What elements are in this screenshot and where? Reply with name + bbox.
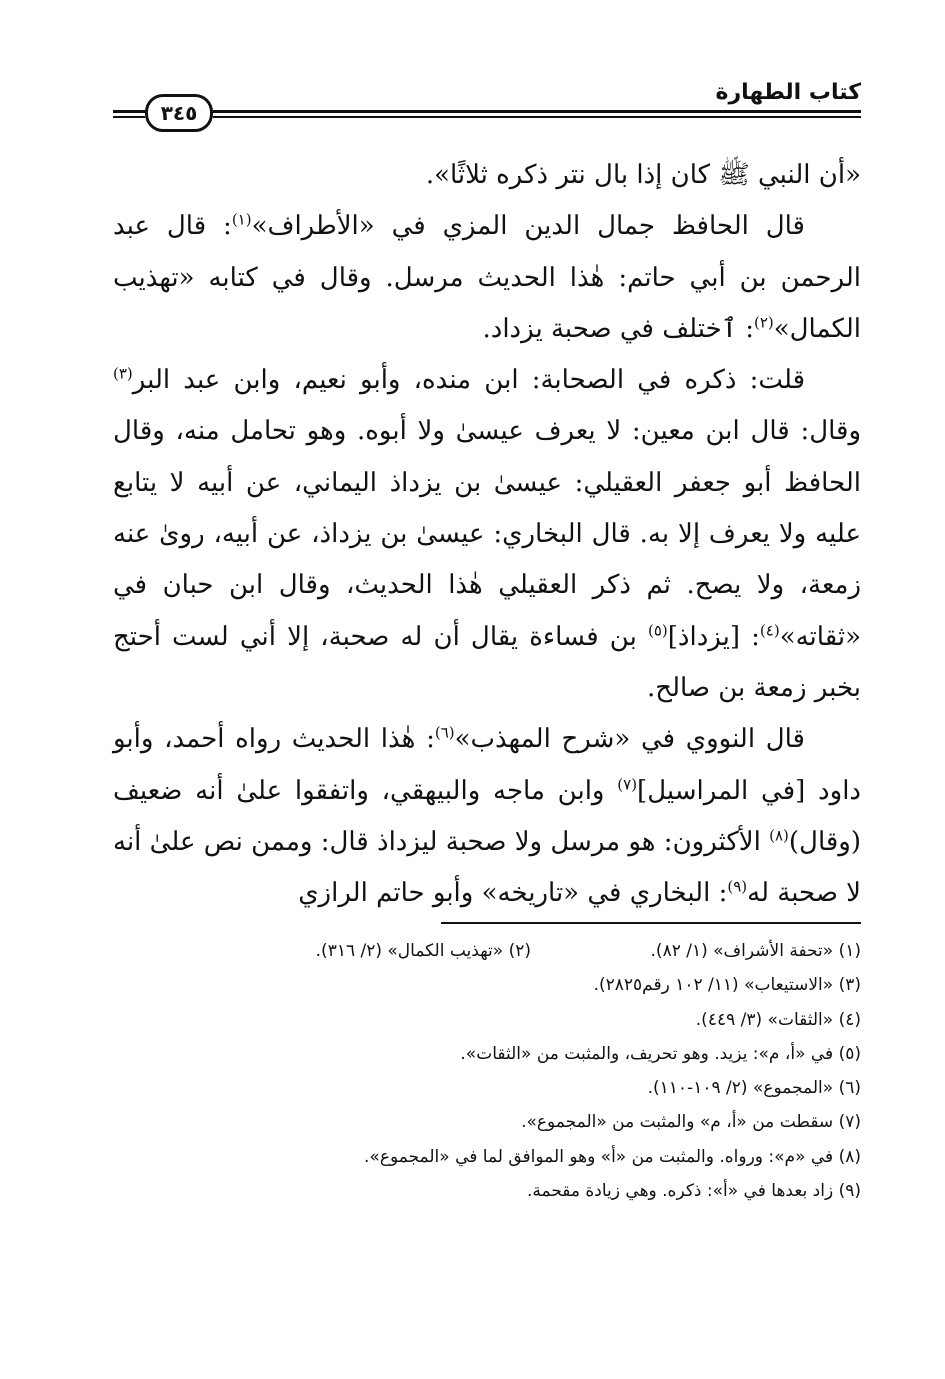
paragraph-4: قال النووي في «شرح المهذب»$^{(٦)}$: هٰذا الحديث رواه أحمد، وأبو داود [في المراسيل]$^{(٧)}$ وابن ماجه والبيهقي، واتفقوا علىٰ أنه ضعيف (وقال)$^{(٨)}$ الأكثرون: هو مرسل ولا صحبة ليزداذ قال: وممن نص علىٰ أنه لا صحبة له$^{(٩)}$: البخاري في «تاريخه» وأبو حاتم الرازي	[113, 723, 861, 909]
footnote-8: (٨) في «م»: ورواه. والمثبت من «أ» وهو الموافق لما في «المجموع».	[364, 1146, 861, 1167]
footnote-3: (٣) «الاستيعاب» (١١/ ١٠٢ رقم٢٨٢٥).	[593, 975, 861, 996]
footnote-ref-9: (٩)	[727, 877, 748, 896]
footnote-ref-7: (٧)	[617, 774, 638, 793]
footnote-ref-4: (٤)	[759, 621, 780, 640]
footnote-separator	[441, 922, 861, 924]
header-rule-left	[113, 110, 145, 113]
footnote-5: (٥) في «أ، م»: يزيد. وهو تحريف، والمثبت من «الثقات».	[460, 1043, 861, 1064]
main-text	[113, 150, 861, 919]
footnote-9: (٩) زاد بعدها في «أ»: ذكره. وهي زيادة مقحمة.	[526, 1181, 861, 1202]
footnotes	[101, 934, 861, 1208]
paragraph-3: قلت: ذكره في الصحابة: ابن منده، وأبو نعيم، وابن عبد البر$^{(٣)}$ وقال: قال ابن معين: لا يعرف عيسىٰ ولا أبوه. وهو تحامل منه، وقال الحافظ أبو جعفر العقيلي: عيسىٰ بن يزداذ اليماني، عن أبيه لا يتابع عليه ولا يعرف إلا به. قال البخاري: عيسىٰ بن يزداذ، عن أبيه، روىٰ عنه زمعة، ولا يصح. ثم ذكر العقيلي هٰذا الحديث، وقال ابن حبان في «ثقاته»$^{(٤)}$: [يزداذ]$^{(٥)}$ بن فساءة يقال أن له صحبة، إلا أني لست أحتج بخبر زمعة بن صالح.	[113, 364, 861, 703]
footnote-ref-3: (٣)	[113, 364, 133, 383]
header-rule-left-thin	[113, 116, 145, 118]
footnote-2: (٢) «تهذيب الكمال» (٢/ ٣١٦).	[315, 941, 531, 961]
page-number: ٣٤٥	[145, 94, 213, 132]
footnote-1: (١) «تحفة الأشراف» (١/ ٨٢).	[650, 941, 861, 961]
footnote-ref-6: (٦)	[434, 723, 455, 742]
header-rule-thin	[213, 116, 861, 118]
paragraph-1: «أن النبي ﷺ كان إذا بال نتر ذكره ثلاثًا».	[425, 160, 861, 190]
footnote-6: (٦) «المجموع» (٢/ ١٠٩-١١٠).	[647, 1078, 861, 1099]
header-rule	[213, 110, 861, 113]
footnote-ref-1: (١)	[231, 210, 252, 229]
footnote-7: (٧) سقطت من «أ، م» والمثبت من «المجموع».	[521, 1112, 861, 1133]
footnote-ref-8: (٨)	[769, 826, 789, 845]
chapter-title: كتاب الطهارة	[715, 80, 861, 105]
page-header	[113, 80, 861, 132]
footnote-row-1-2	[101, 934, 861, 968]
paragraph-2: قال الحافظ جمال الدين المزي في «الأطراف»$^{(١)}$: قال عبد الرحمن بن أبي حاتم: هٰذا الحديث مرسل. وقال في كتابه «تهذيب الكمال»$^{(٢)}$: ٱختلف في صحبة يزداد.	[113, 210, 861, 344]
footnote-ref-2: (٢)	[753, 313, 774, 332]
footnote-ref-5: (٥)	[647, 621, 668, 640]
footnote-4: (٤) «الثقات» (٣/ ٤٤٩).	[695, 1009, 861, 1030]
